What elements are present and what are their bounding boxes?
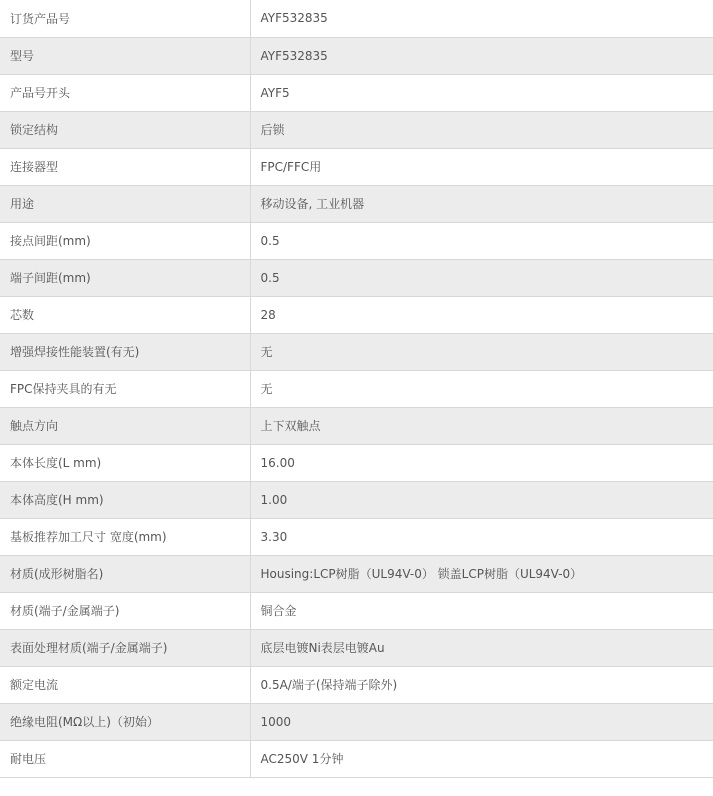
table-row	[0, 370, 713, 407]
spec-value: 1000	[250, 703, 713, 740]
spec-value: 移动设备, 工业机器	[250, 185, 713, 222]
table-row	[0, 481, 713, 518]
table-row	[0, 333, 713, 370]
table-row	[0, 0, 713, 37]
spec-label: 连接器型	[0, 148, 250, 185]
spec-value: 后锁	[250, 111, 713, 148]
spec-label: FPC保持夹具的有无	[0, 370, 250, 407]
table-row	[0, 222, 713, 259]
spec-label: 锁定结构	[0, 111, 250, 148]
spec-value: AC250V 1分钟	[250, 740, 713, 777]
spec-value: 无	[250, 333, 713, 370]
table-row	[0, 407, 713, 444]
table-row	[0, 740, 713, 777]
spec-label: 额定电流	[0, 666, 250, 703]
spec-value: AYF532835	[250, 0, 713, 37]
spec-label: 表面处理材质(端子/金属端子)	[0, 629, 250, 666]
spec-label: 订货产品号	[0, 0, 250, 37]
spec-value: 16.00	[250, 444, 713, 481]
spec-value: 无	[250, 370, 713, 407]
spec-value: Housing:LCP树脂（UL94V-0） 锁盖LCP树脂（UL94V-0）	[250, 555, 713, 592]
table-row	[0, 148, 713, 185]
spec-value: FPC/FFC用	[250, 148, 713, 185]
table-row	[0, 259, 713, 296]
spec-value: 上下双触点	[250, 407, 713, 444]
spec-label: 材质(成形树脂名)	[0, 555, 250, 592]
spec-label: 触点方向	[0, 407, 250, 444]
table-row	[0, 666, 713, 703]
spec-label: 材质(端子/金属端子)	[0, 592, 250, 629]
table-row	[0, 703, 713, 740]
spec-label: 用途	[0, 185, 250, 222]
spec-label: 本体高度(H mm)	[0, 481, 250, 518]
table-row	[0, 74, 713, 111]
spec-label: 增强焊接性能装置(有无)	[0, 333, 250, 370]
spec-label: 绝缘电阻(MΩ以上)（初始）	[0, 703, 250, 740]
table-row	[0, 37, 713, 74]
spec-label: 基板推荐加工尺寸 宽度(mm)	[0, 518, 250, 555]
spec-label: 本体长度(L mm)	[0, 444, 250, 481]
spec-value: 铜合金	[250, 592, 713, 629]
spec-value: 0.5	[250, 259, 713, 296]
table-row	[0, 518, 713, 555]
spec-value: 3.30	[250, 518, 713, 555]
table-row	[0, 444, 713, 481]
spec-value: 底层电镀Ni表层电镀Au	[250, 629, 713, 666]
spec-label: 型号	[0, 37, 250, 74]
table-row	[0, 592, 713, 629]
spec-value: 1.00	[250, 481, 713, 518]
spec-label: 产品号开头	[0, 74, 250, 111]
table-row	[0, 296, 713, 333]
spec-value: 0.5	[250, 222, 713, 259]
spec-label: 端子间距(mm)	[0, 259, 250, 296]
spec-value: 0.5A/端子(保持端子除外)	[250, 666, 713, 703]
spec-label: 接点间距(mm)	[0, 222, 250, 259]
table-row	[0, 555, 713, 592]
spec-value: AYF532835	[250, 37, 713, 74]
spec-value: 28	[250, 296, 713, 333]
table-row	[0, 629, 713, 666]
spec-label: 芯数	[0, 296, 250, 333]
table-row	[0, 185, 713, 222]
spec-value: AYF5	[250, 74, 713, 111]
table-row	[0, 111, 713, 148]
spec-label: 耐电压	[0, 740, 250, 777]
